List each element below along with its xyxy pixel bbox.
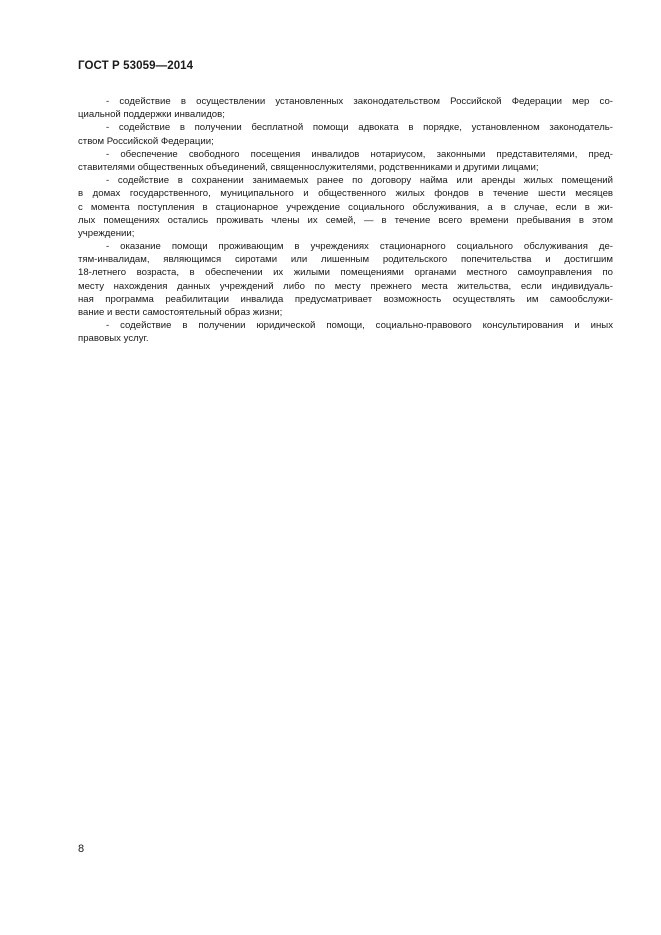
text-line: ставителями общественных объединений, священнослужителями, родственниками и другими лицами; <box>78 161 539 173</box>
text-line: - обеспечение свободного посещения инвалидов нотариусом, законными представителями, пред- <box>106 148 613 160</box>
text-line: тям-инвалидам, являющимся сиротами или лишенным родительского попечительства и достигшим <box>78 254 613 266</box>
text-line: учреждении; <box>78 227 135 239</box>
document-header: ГОСТ Р 53059—2014 <box>78 60 194 72</box>
paragraph-housing-retention <box>78 174 613 240</box>
paragraph-free-visits <box>78 148 613 174</box>
text-line: в домах государственного, муниципального и общественного жилых фондов в течение шести месяцев <box>78 188 613 200</box>
text-line: 18-летнего возраста, в обеспечении их жилыми помещениями органами местного самоуправления по <box>78 267 613 279</box>
text-line: - содействие в получении бесплатной помощи адвоката в порядке, установленном законодатель- <box>106 122 613 134</box>
text-line: лых помещениях остались проживать члены их семей, — в течение всего времени пребывания в этом <box>78 214 613 226</box>
paragraph-social-support <box>78 95 613 121</box>
text-line: с момента поступления в стационарное учреждение социального обслуживания, а в случае, если в жи- <box>78 201 613 213</box>
text-line: - содействие в осуществлении установленных законодательством Российской Федерации мер со- <box>106 96 613 107</box>
paragraph-orphan-housing <box>78 240 613 319</box>
paragraph-legal-assistance <box>78 319 613 345</box>
text-line: - содействие в получении юридической помощи, социально-правового консультирования и иных <box>106 320 613 332</box>
paragraph-lawyer-help <box>78 121 613 147</box>
text-line: циальной поддержки инвалидов; <box>78 109 225 121</box>
text-line: ная программа реабилитации инвалида предусматривает возможность осуществлять им самообслужи- <box>78 293 613 305</box>
text-line: месту нахождения данных учреждений либо по месту прежнего места жительства, если индивидуаль- <box>78 280 613 292</box>
text-line: вание и вести самостоятельный образ жизни; <box>78 307 283 318</box>
page-number: 8 <box>78 843 85 855</box>
text-line: ством Российской Федерации; <box>78 135 214 147</box>
text-line: правовых услуг. <box>78 333 149 345</box>
text-line: - оказание помощи проживающим в учреждениях стационарного социального обслуживания де- <box>106 241 613 253</box>
text-line: - содействие в сохранении занимаемых ранее по договору найма или аренды жилых помещений <box>106 175 613 187</box>
document-body <box>78 95 613 346</box>
